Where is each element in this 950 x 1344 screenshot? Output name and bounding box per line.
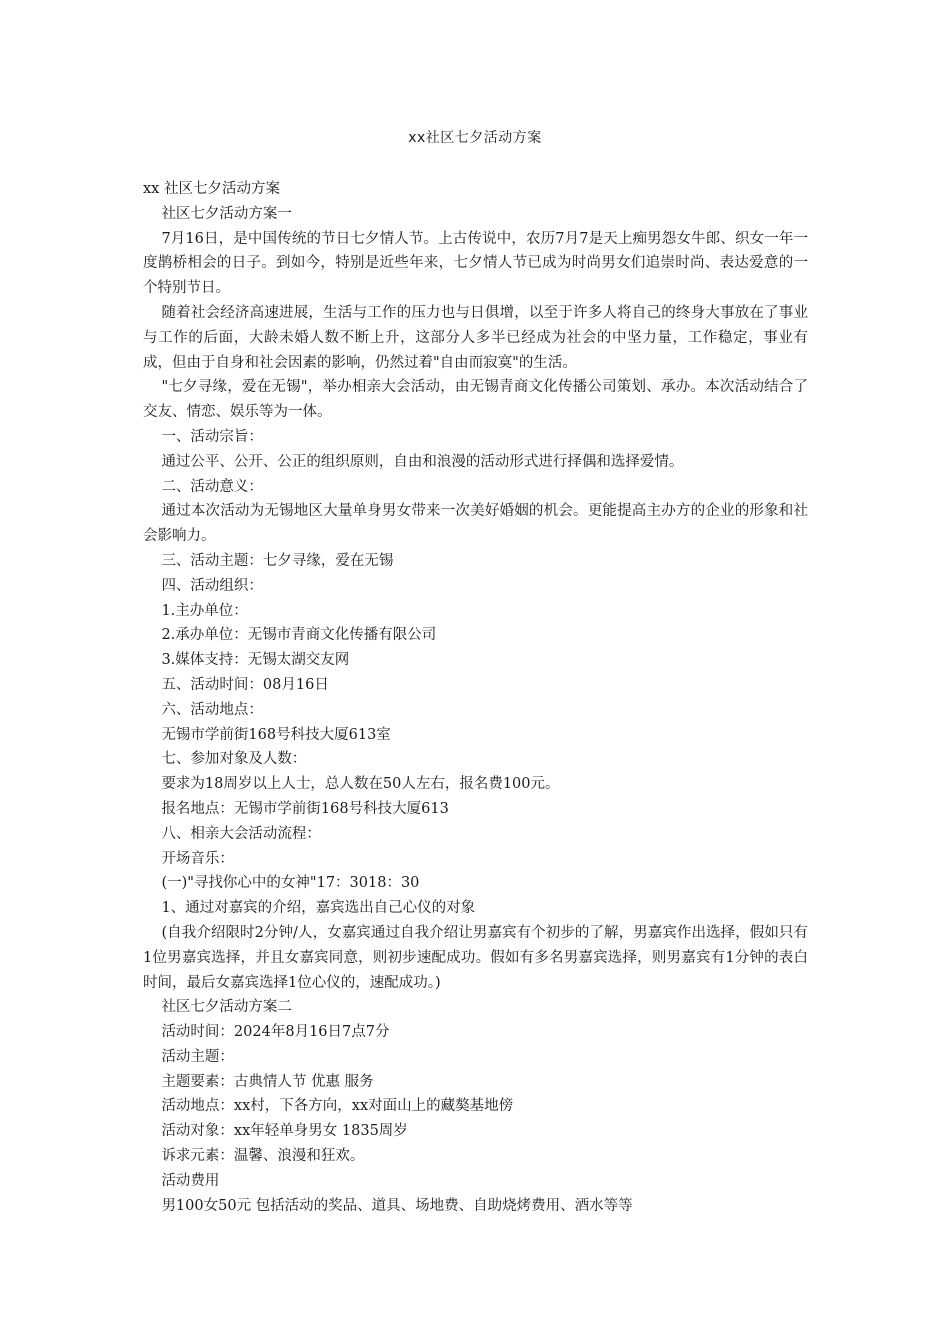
paragraph: 活动时间：2024年8月16日7点7分 — [161, 1024, 390, 1041]
paragraph: xx 社区七夕活动方案 — [143, 181, 280, 197]
paragraph: 二、活动意义： — [161, 478, 263, 495]
paragraph: 要求为18周岁以上人士，总人数在50人左右，报名费100元。 — [161, 776, 560, 793]
paragraph: 通过本次活动为无锡地区大量单身男女带来一次美好婚姻的机会。更能提高主办方的企业的形象和社会影响力。 — [143, 503, 808, 545]
paragraph: 六、活动地点： — [161, 701, 263, 718]
paragraph: (自我介绍限时2分钟/人，女嘉宾通过自我介绍让男嘉宾有个初步的了解，男嘉宾作出选择，假如只有1位男嘉宾选择，并且女嘉宾同意，则初步速配成功。假如有多名男嘉宾选择，则男嘉宾有1分钟的表白时间，最后女嘉宾选择1位心仪的，速配成功。) — [143, 924, 808, 991]
paragraph: 1.主办单位： — [161, 602, 248, 619]
paragraph: 四、活动组织： — [161, 577, 263, 594]
paragraph: 社区七夕活动方案二 — [161, 999, 292, 1016]
paragraph: "七夕寻缘，爱在无锡"，举办相亲大会活动，由无锡青商文化传播公司策划、承办。本次活动结合了交友、情恋、娱乐等为一体。 — [143, 379, 808, 421]
paragraph: 活动地点：xx村，下各方向，xx对面山上的藏獒基地傍 — [161, 1098, 514, 1115]
paragraph: 通过公平、公开、公正的组织原则，自由和浪漫的活动形式进行择偶和选择爱情。 — [161, 453, 684, 470]
paragraph: 男100女50元 包括活动的奖品、道具、场地费、自助烧烤费用、酒水等等 — [161, 1197, 633, 1214]
paragraph: 八、相亲大会活动流程： — [161, 825, 321, 842]
paragraph: 诉求元素：温馨、浪漫和狂欢。 — [161, 1148, 365, 1165]
paragraph: 随着社会经济高速进展，生活与工作的压力也与日俱增，以至于许多人将自己的终身大事放在了事业与工作的后面，大龄未婚人数不断上升，这部分人多半已经成为社会的中坚力量，工作稳定，事业有成，但由于自身和社会因素的影响，仍然过着"自由而寂寞"的生活。 — [143, 304, 808, 371]
paragraph: 报名地点：无锡市学前街168号科技大厦613 — [161, 800, 449, 817]
paragraph: 主题要素：古典情人节 优惠 服务 — [161, 1073, 374, 1090]
paragraph: 开场音乐： — [161, 850, 234, 867]
paragraph: 三、活动主题：七夕寻缘，爱在无锡 — [161, 552, 394, 569]
paragraph: 1、通过对嘉宾的介绍，嘉宾选出自己心仪的对象 — [161, 900, 476, 917]
paragraph: 无锡市学前街168号科技大厦613室 — [161, 726, 391, 743]
document-title: xx社区七夕活动方案 — [408, 130, 542, 146]
paragraph: 社区七夕活动方案一 — [161, 205, 292, 222]
paragraph: 五、活动时间：08月16日 — [161, 676, 329, 693]
paragraph: 活动费用 — [161, 1172, 220, 1189]
document-body — [143, 177, 808, 1218]
paragraph: 活动主题： — [161, 1048, 234, 1065]
paragraph: 2.承办单位：无锡市青商文化传播有限公司 — [161, 627, 437, 644]
paragraph: 3.媒体支持：无锡太湖交友网 — [161, 652, 350, 669]
paragraph: 活动对象：xx年轻单身男女 1835周岁 — [161, 1123, 408, 1140]
paragraph: (一)"寻找你心中的女神"17：3018：30 — [161, 875, 420, 892]
paragraph: 七、参加对象及人数： — [161, 751, 307, 768]
paragraph: 一、活动宗旨： — [161, 428, 263, 445]
paragraph: 7月16日，是中国传统的节日七夕情人节。上古传说中，农历7月7是天上痴男怨女牛郎、织女一年一度鹊桥相会的日子。到如今，特别是近些年来，七夕情人节已成为时尚男女们追崇时尚、表达爱意的一个特别节日。 — [143, 230, 808, 297]
